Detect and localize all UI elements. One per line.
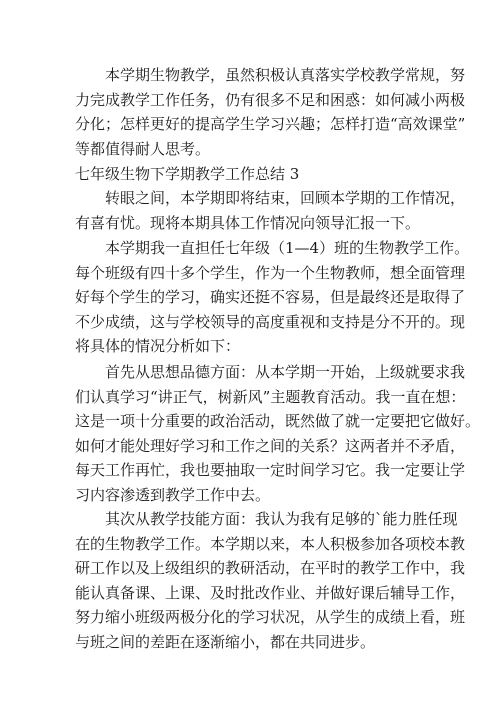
paragraph-line: 好每个学生的学习，确实还挺不容易，但是最终还是取得了	[75, 288, 466, 307]
paragraph-line: 分化；怎样更好的提高学生学习兴趣；怎样打造“高效课堂”	[75, 115, 466, 134]
paragraph-line: 首先从思想品德方面：从本学期一开始，上级就要求我	[105, 363, 466, 381]
paragraph-3	[75, 236, 470, 359]
paragraph-2	[75, 186, 466, 235]
paragraph-line: 转眼之间，本学期即将结束，回顾本学期的工作情况，	[105, 189, 466, 207]
paragraph-line: 将具体的情况分析如下：	[75, 337, 241, 356]
heading-text: 七年级生物下学期教学工作总结 3	[75, 165, 300, 183]
paragraph-line: 与班之间的差距在逐渐缩小，都在共同进步。	[75, 632, 376, 651]
paragraph-line: 们认真学习“讲正气，树新风”主题教育活动。我一直在想：	[75, 387, 466, 406]
paragraph-4	[75, 360, 481, 508]
paragraph-line: 等都值得耐人思考。	[75, 139, 211, 158]
paragraph-line: 本学期生物教学，虽然积极认真落实学校教学常规，努	[105, 66, 466, 84]
paragraph-line: 努力缩小班级两极分化的学习状况，从学生的成绩上看，班	[75, 608, 466, 627]
paragraph-5	[75, 507, 466, 655]
paragraph-line: 研工作以及上级组织的教研活动，在平时的教学工作中，我	[75, 559, 466, 578]
paragraph-1	[75, 63, 466, 161]
paragraph-line: 每天工作再忙，我也要抽取一定时间学习它。我一定要让学	[75, 461, 466, 480]
paragraph-line: 如何才能处理好学习和工作之间的关系？这两者并不矛盾，	[75, 436, 466, 455]
paragraph-line: 不少成绩，这与学校领导的高度重视和支持是分不开的。现	[75, 312, 466, 331]
paragraph-line: 能认真备课、上课、及时批改作业、并做好课后辅导工作，	[75, 583, 466, 602]
paragraph-line: 习内容渗透到教学工作中去。	[75, 485, 271, 504]
section-heading	[75, 162, 435, 187]
paragraph-line: 有喜有忧。现将本期具体工作情况向领导汇报一下。	[75, 213, 421, 232]
paragraph-line: 力完成教学工作任务，仍有很多不足和困惑：如何减小两极	[75, 90, 466, 109]
paragraph-line: 在的生物教学工作。本学期以来，本人积极参加各项校本教	[75, 534, 466, 553]
paragraph-line: 这是一项十分重要的政治活动，既然做了就一定要把它做好。	[75, 412, 481, 431]
paragraph-line: 其次从教学技能方面：我认为我有足够的`能力胜任现	[105, 510, 458, 528]
paragraph-line: 每个班级有四十多个学生，作为一个生物教师，想全面管理	[75, 263, 466, 282]
paragraph-line: 本学期我一直担任七年级（1—4）班的生物教学工作。	[105, 239, 470, 257]
